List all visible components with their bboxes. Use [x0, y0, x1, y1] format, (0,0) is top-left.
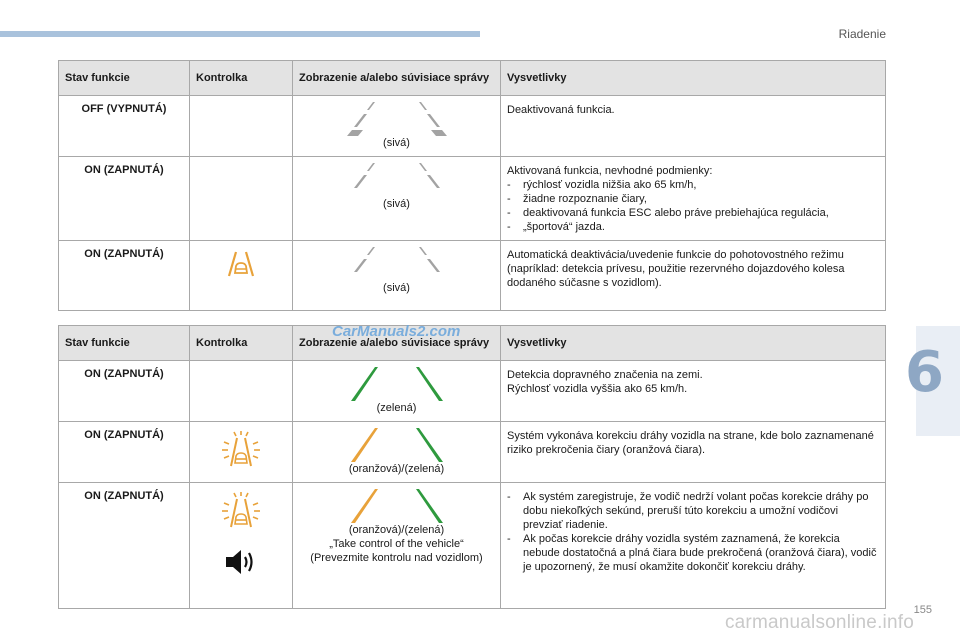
lane-lines-green-icon [347, 367, 447, 401]
col-header-display: Zobrazenie a/alebo súvisiace správy [293, 61, 501, 96]
col-header-state: Stav funkcie [59, 61, 190, 96]
explanation-cell [501, 361, 886, 422]
watermark: CarManuals2.com [332, 323, 461, 340]
display-caption: (sivá) [383, 137, 410, 149]
display-caption: (zelená) [376, 402, 417, 414]
lane-keep-flashing-orange-icon [220, 430, 262, 470]
indicator-cell [190, 422, 293, 483]
top-accent-bar [0, 31, 480, 37]
state-cell: ON (ZAPNUTÁ) [59, 241, 190, 311]
state-cell: OFF (VYPNUTÁ) [59, 96, 190, 157]
lane-lines-orange-green-icon [347, 428, 447, 462]
table-row [59, 422, 886, 483]
col-header-display: Zobrazenie a/alebo súvisiace správy [293, 326, 501, 361]
indicator-cell [190, 361, 293, 422]
display-message: „Take control of the vehicle“ [329, 538, 464, 550]
list-item: - rýchlosť vozidla nižšia ako 65 km/h, [507, 178, 879, 192]
footer-watermark: carmanualsonline.info [724, 612, 914, 633]
lane-keep-orange-icon [226, 249, 256, 279]
table-row [59, 483, 886, 609]
table-row [59, 241, 886, 311]
explanation-intro: Aktivovaná funkcia, nevhodné podmienky: [507, 165, 713, 177]
display-caption: (oranžová)/(zelená) [348, 463, 445, 475]
col-header-indicator: Kontrolka [190, 326, 293, 361]
indicator-cell [190, 241, 293, 311]
indicator-cell [190, 483, 293, 609]
lane-lines-grey-icon [347, 247, 447, 281]
indicator-cell [190, 157, 293, 241]
explanation-cell [501, 157, 886, 241]
explanation-cell: Automatická deaktivácia/uvedenie funkcie do pohotovostného režimu (napríklad: detekcia prívesu, použitie rezervného dojazdového kolesa dodaného súčasne s vozidlom). [501, 241, 886, 311]
explanation-cell: Systém vykonáva korekciu dráhy vozidla na strane, kde bolo zaznamenané riziko prekročenia čiary (oranžová čiara). [501, 422, 886, 483]
status-table-1 [58, 60, 886, 311]
state-cell: ON (ZAPNUTÁ) [59, 361, 190, 422]
lane-lines-grey-icon [347, 102, 447, 136]
page-number: 155 [913, 604, 932, 616]
status-table-2 [58, 325, 886, 609]
display-caption: (sivá) [383, 282, 410, 294]
display-caption: (sivá) [383, 198, 410, 210]
lane-keep-flashing-orange-icon [220, 491, 262, 531]
indicator-cell [190, 96, 293, 157]
state-cell: ON (ZAPNUTÁ) [59, 483, 190, 609]
list-item: - žiadne rozpoznanie čiary, [507, 192, 879, 206]
table-row [59, 157, 886, 241]
list-item: - deaktivovaná funkcia ESC alebo práve prebiehajúca regulácia, [507, 206, 879, 220]
table-row [59, 96, 886, 157]
table-header-row [59, 326, 886, 361]
audio-alert-speaker-icon [224, 547, 258, 577]
list-item: - Ak počas korekcie dráhy vozidla systém zaznamená, že korekcia nebude dostatočná a plná čiara bude prekročená (oranžová čiara), vodič je upozornený, že musí okamžite dokončiť korekciu dráhy. [507, 532, 879, 574]
col-header-indicator: Kontrolka [190, 61, 293, 96]
col-header-explanation: Vysvetlivky [501, 61, 886, 96]
display-caption: (oranžová)/(zelená) [348, 524, 445, 536]
table-row [59, 361, 886, 422]
col-header-explanation: Vysvetlivky [501, 326, 886, 361]
list-item: - Ak systém zaregistruje, že vodič nedrží volant počas korekcie dráhy po dobu niekoľkých sekúnd, preruší túto korekciu a umožní vodičovi prevziať riadenie. [507, 490, 879, 532]
display-message-translation: (Prevezmite kontrolu nad vozidlom) [310, 552, 483, 564]
col-header-state: Stav funkcie [59, 326, 190, 361]
state-cell: ON (ZAPNUTÁ) [59, 422, 190, 483]
display-cell [293, 422, 501, 483]
table-header-row [59, 61, 886, 96]
explanation-line: Detekcia dopravného značenia na zemi. [507, 369, 703, 381]
section-title: Riadenie [838, 27, 886, 41]
state-cell: ON (ZAPNUTÁ) [59, 157, 190, 241]
lane-lines-orange-green-icon [347, 489, 447, 523]
display-cell [293, 361, 501, 422]
list-item: - „športová“ jazda. [507, 220, 879, 234]
display-cell [293, 241, 501, 311]
explanation-cell [501, 483, 886, 609]
lane-lines-grey-icon [347, 163, 447, 197]
display-cell [293, 157, 501, 241]
explanation-cell: Deaktivovaná funkcia. [501, 96, 886, 157]
explanation-line: Rýchlosť vozidla vyššia ako 65 km/h. [507, 383, 688, 395]
chapter-number: 6 [905, 340, 944, 405]
explanation-list [507, 178, 879, 234]
explanation-list [507, 490, 879, 574]
display-cell [293, 483, 501, 609]
display-cell [293, 96, 501, 157]
